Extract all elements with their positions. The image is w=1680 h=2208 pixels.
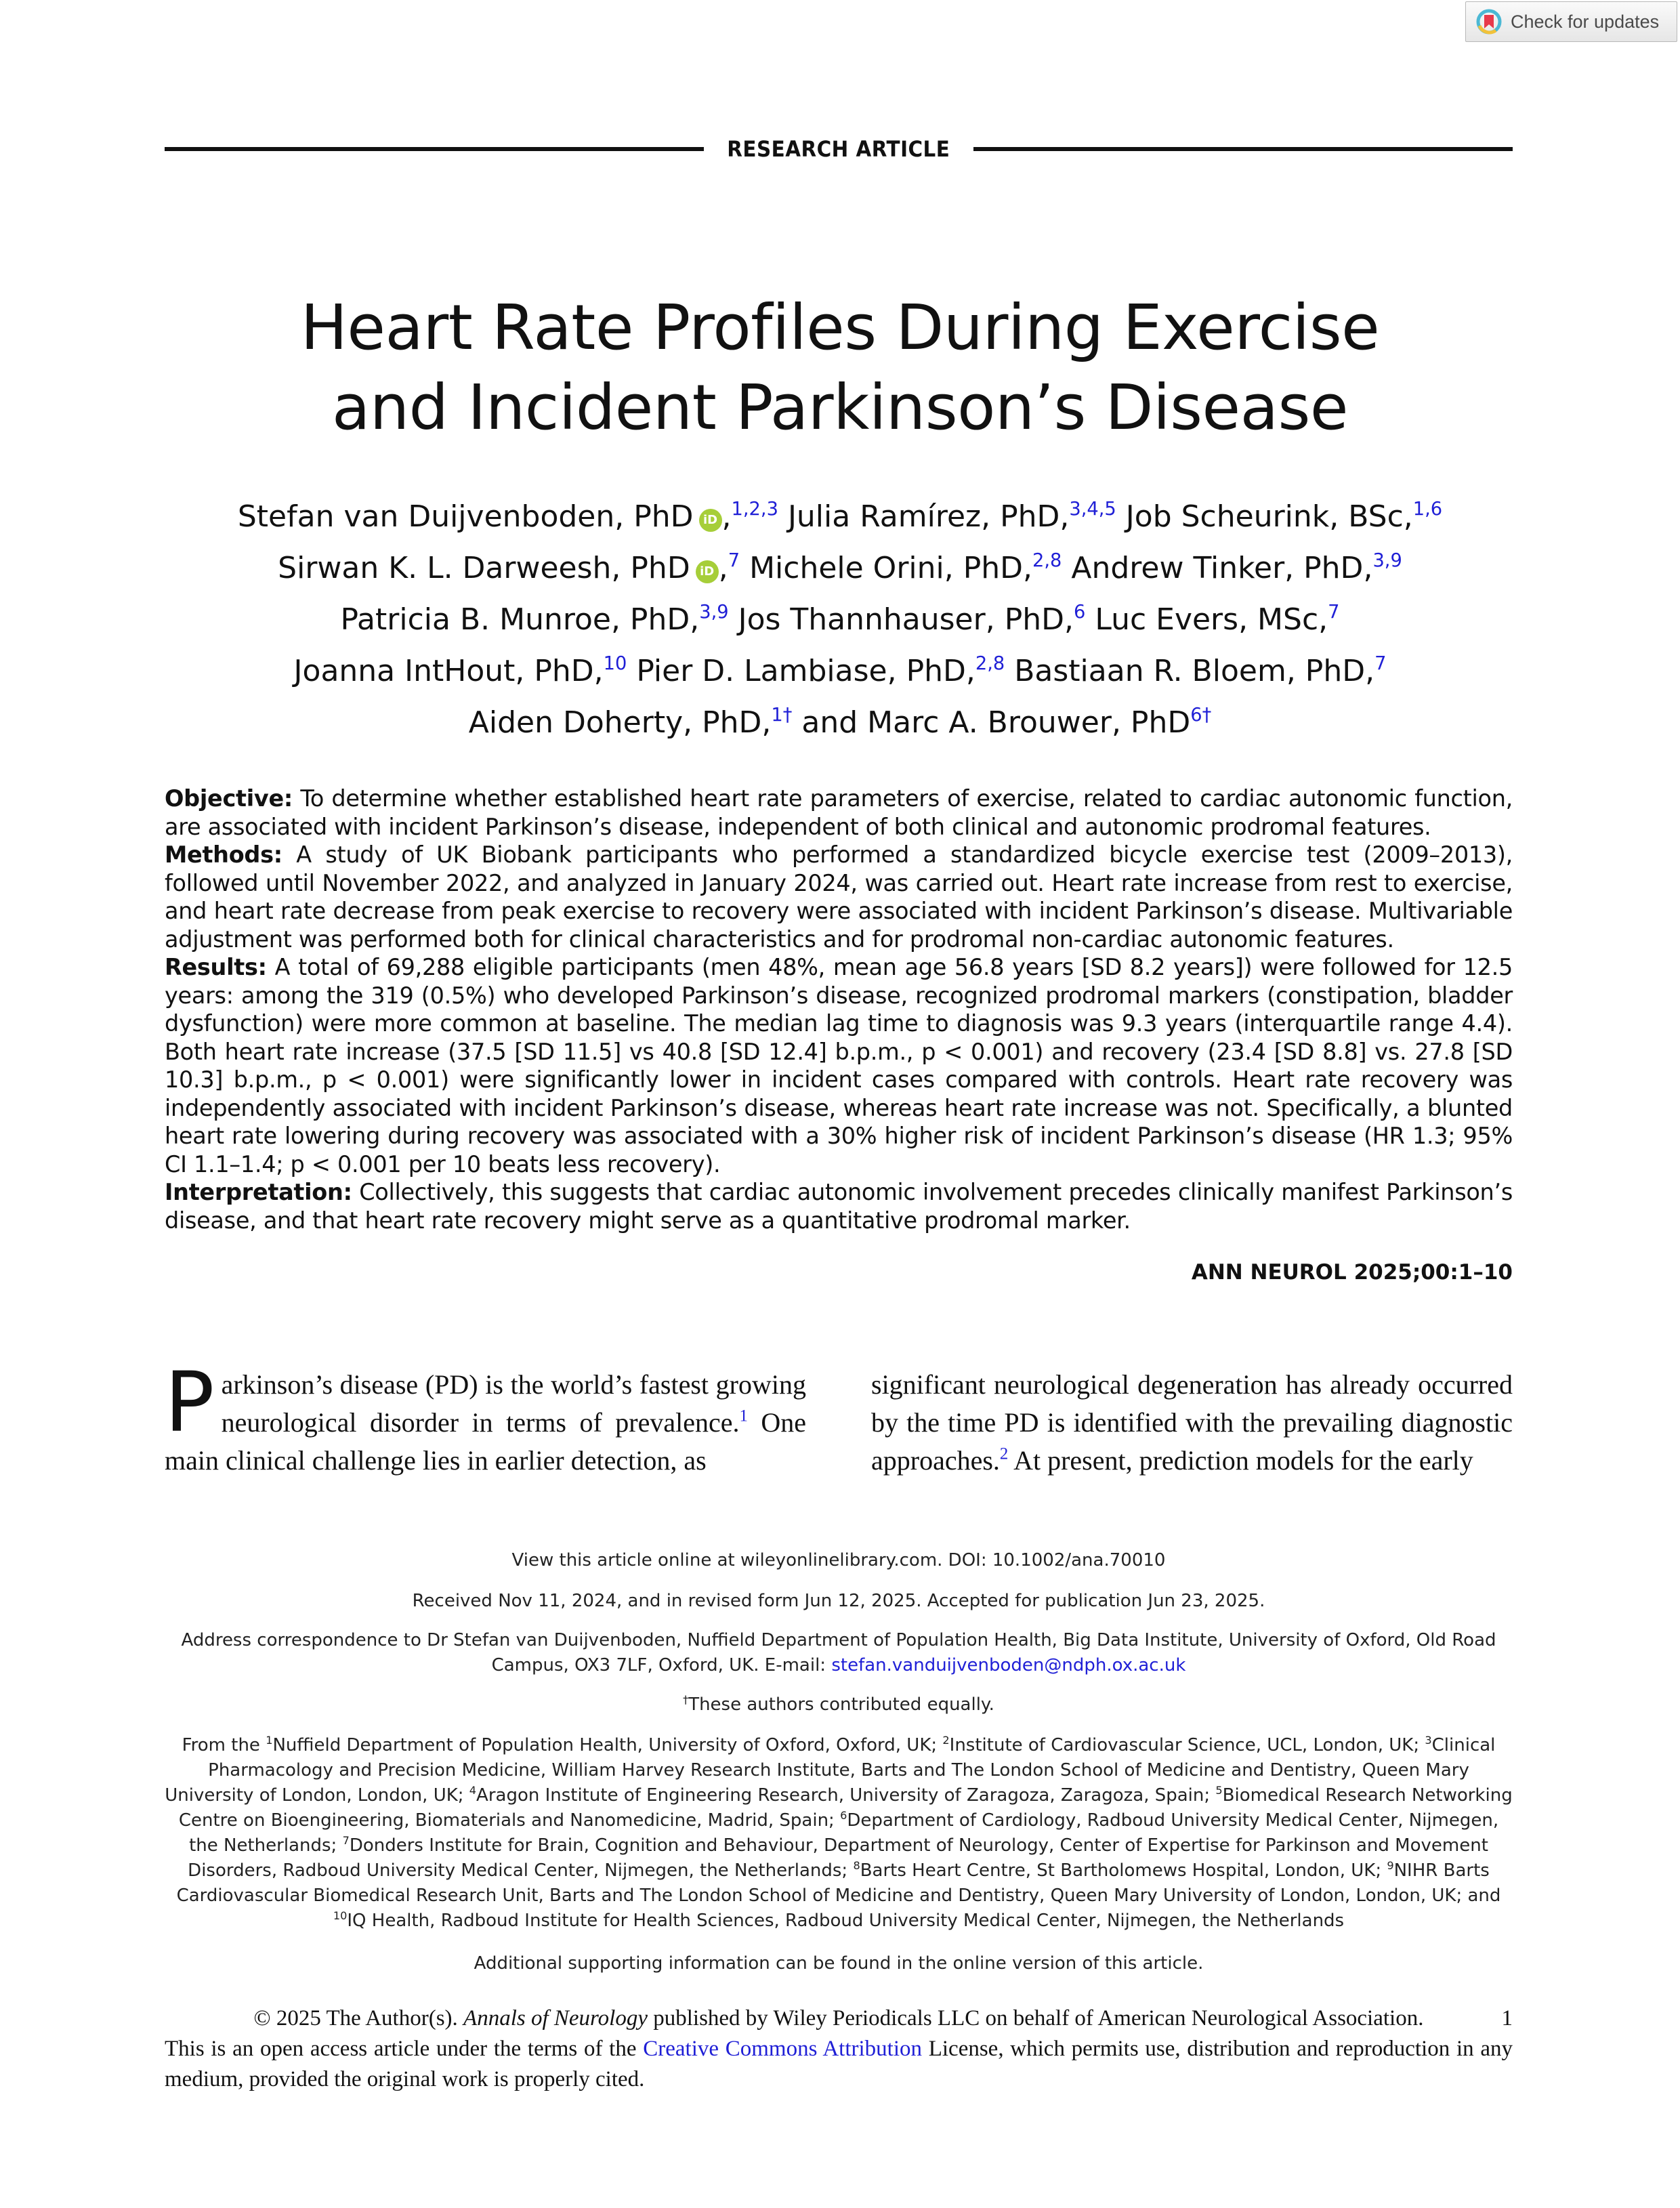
author: Luc Evers, MSc,$^7$ (1095, 602, 1340, 637)
check-for-updates-label: Check for updates (1511, 11, 1660, 32)
journal-name: Annals of Neurology (463, 2006, 648, 2030)
creative-commons-link[interactable]: Creative Commons Attribution (643, 2037, 922, 2061)
affiliation-ref[interactable]: 7 (728, 550, 740, 572)
title-line-1: Heart Rate Profiles During Exercise (300, 291, 1380, 364)
author: Andrew Tinker, PhD,$^{3,9}$ (1071, 550, 1402, 585)
equal-contribution-note: †These authors contributed equally. (683, 1693, 994, 1715)
abstract (165, 785, 1513, 1234)
license-statement: This is an open access article under the terms of the Creative Commons Attribution License, which permits use, distribution and reproduction in any medium, provided the original work is properly cited. (165, 2037, 1513, 2091)
author: Bastiaan R. Bloem, PhD,$^7$ (1014, 653, 1387, 688)
affiliation-ref[interactable]: 2,8 (975, 653, 1005, 675)
affiliation-ref[interactable]: 7 (1374, 653, 1387, 675)
author: Pier D. Lambiase, PhD,$^{2,8}$ (636, 653, 1005, 688)
copyright-line: © 2025 The Author(s). Annals of Neurology published by Wiley Periodicals LLC on behalf of American Neurological Association. 1 (165, 2003, 1513, 2034)
supporting-info-note: Additional supporting information can be found in the online version of this article. (474, 1953, 1204, 1974)
affiliation-ref[interactable]: 1† (771, 705, 793, 726)
author: Sirwan K. L. Darweesh, PhD iD ,$^7$ (278, 550, 740, 585)
author: Julia Ramírez, PhD,$^{3,4,5}$ (787, 499, 1116, 534)
section-header (165, 133, 1513, 165)
orcid-icon[interactable]: iD (699, 509, 722, 532)
author: Joanna IntHout, PhD,$^{10}$ (293, 653, 627, 688)
body-text (165, 1354, 1513, 1480)
page-number: 1 (1501, 2006, 1513, 2030)
orcid-icon[interactable]: iD (696, 560, 719, 583)
author: Michele Orini, PhD,$^{2,8}$ (749, 550, 1062, 585)
header-rule-right (973, 147, 1513, 151)
online-doi-note: View this article online at wileyonlinelibrary.com. DOI: 10.1002/ana.70010 (511, 1550, 1166, 1570)
author-list (163, 491, 1517, 749)
affiliation-ref[interactable]: 1,2,3 (731, 499, 778, 520)
body-column-left: Parkinson’s disease (PD) is the world’s fastest growing neurological disorder in terms of prevalence.$^1$ One main clinical challenge lies in earlier detection, as (165, 1354, 807, 1476)
affiliation-ref[interactable]: 6† (1190, 705, 1212, 726)
page-footer (165, 2003, 1513, 2095)
affiliation-ref[interactable]: 3,9 (699, 602, 729, 623)
results-label: Results: (165, 954, 267, 980)
author: Patricia B. Munroe, PhD,$^{3,9}$ (340, 602, 729, 637)
author: Aiden Doherty, PhD,$^{1\dagger}$ (468, 705, 793, 740)
affiliation-ref[interactable]: 3,9 (1372, 550, 1402, 572)
article-type-label: RESEARCH ARTICLE (727, 136, 950, 162)
methods-label: Methods: (165, 841, 282, 868)
affiliation-ref[interactable]: 6 (1073, 602, 1086, 623)
received-dates: Received Nov 11, 2024, and in revised form Jun 12, 2025. Accepted for publication Jun 23, 2025. (412, 1591, 1265, 1611)
affiliation-ref[interactable]: 7 (1328, 602, 1340, 623)
author: Stefan van Duijvenboden, PhD iD ,$^{1,2,3}$ (237, 499, 778, 534)
affiliations: From the $^1$Nuffield Department of Population Health, University of Oxford, Oxford, UK; $^2$Institute of Cardiovascular Science, UCL, London, UK; $^3$Clinical Pharmacology and Precision Medicine, William Harvey Research Institute, Barts and The London School of Medicine and Dentistry, Queen Mary University of London, London, UK; $^4$Aragon Institute of Engineering Research, University of Zaragoza, Zaragoza, Spain; $^5$Biomedical Research Networking Centre on Bioengineering, Biomaterials and Nanomedicine, Madrid, Spain; $^6$Department of Cardiology, Radboud University Medical Center, Nijmegen, the Netherlands; $^7$Donders Institute for Brain, Cognition and Behaviour, Department of Neurology, Center of Expertise for Parkinson and Movement Disorders, Radboud University Medical Center, Nijmegen, the Netherlands; $^8$Barts Heart Centre, St Bartholomews Hospital, London, UK; $^9$NIHR Barts Cardiovascular Biomedical Research Unit, Barts and The London School of Medicine and Dentistry, Queen Mary University of London, London, UK; and $^{10}$IQ Health, Radboud Institute for Health Sciences, Radboud University Medical Center, Nijmegen, the Netherlands (165, 1734, 1513, 1931)
objective-label: Objective: (165, 785, 293, 812)
affiliation-ref[interactable]: 10 (603, 653, 627, 675)
reference-link[interactable]: 1 (739, 1407, 748, 1425)
reference-link[interactable]: 2 (999, 1444, 1009, 1463)
abstract-methods: Methods: A study of UK Biobank participants who performed a standardized bicycle exercise test (2009–2013), followed until November 2022, and analyzed in January 2024, was carried out. Heart rate increase from rest to exercise, and heart rate decrease from peak exercise to recovery were associated with incident Parkinson’s disease. Multivariable adjustment was performed both for clinical characteristics and for prodromal non-cardiac autonomic features. (165, 841, 1513, 953)
bookmark-ring-icon (1475, 8, 1503, 35)
title-line-2: and Incident Parkinson’s Disease (331, 371, 1349, 444)
correspondence-email-link[interactable]: stefan.vanduijvenboden@ndph.ox.ac.uk (831, 1655, 1186, 1675)
abstract-interpretation: Interpretation: Collectively, this suggests that cardiac autonomic involvement precedes clinically manifest Parkinson’s disease, and that heart rate recovery might serve as a quantitative prodromal marker. (165, 1179, 1513, 1234)
journal-citation: ANN NEUROL 2025;00:1–10 (1191, 1260, 1513, 1285)
correspondence: Address correspondence to Dr Stefan van Duijvenboden, Nuffield Department of Population Health, Big Data Institute, University of Oxford, Old Road Campus, OX3 7LF, Oxford, UK. E-mail: stefan.vanduijvenboden@ndph.ox.ac.uk (181, 1630, 1496, 1675)
author: Job Scheurink, BSc,$^{1,6}$ (1125, 499, 1443, 534)
interpretation-label: Interpretation: (165, 1179, 352, 1205)
abstract-results: Results: A total of 69,288 eligible participants (men 48%, mean age 56.8 years [SD 8.2 years]) were followed for 12.5 years: among the 319 (0.5%) who developed Parkinson’s disease, recognized prodromal markers (constipation, bladder dysfunction) were more common at baseline. The median lag time to diagnosis was 9.3 years (interquartile range 4.4). Both heart rate increase (37.5 [SD 11.5] vs 40.8 [SD 12.4] b.p.m., p < 0.001) and recovery (23.4 [SD 8.8] vs. 27.8 [SD 10.3] b.p.m., p < 0.001) were significantly lower in incident cases compared with controls. Heart rate recovery was independently associated with incident Parkinson’s disease, whereas heart rate increase was not. Specifically, a blunted heart rate lowering during recovery was associated with a 30% higher risk of incident Parkinson’s disease (HR 1.3; 95% CI 1.1–1.4; p < 0.001 per 10 beats less recovery). (165, 954, 1513, 1178)
author: Jos Thannhauser, PhD,$^6$ (738, 602, 1086, 637)
article-title (163, 288, 1517, 448)
check-for-updates-button[interactable] (1465, 1, 1677, 42)
body-column-right: significant neurological degeneration has already occurred by the time PD is identified with the prevailing diagnostic approaches.$^2$ At present, prediction models for the early (871, 1369, 1513, 1476)
affiliation-ref[interactable]: 2,8 (1032, 550, 1062, 572)
author: and Marc A. Brouwer, PhD$^{6\dagger}$ (801, 705, 1212, 740)
header-rule-left (165, 147, 704, 151)
affiliation-ref[interactable]: 1,6 (1412, 499, 1443, 520)
abstract-objective: Objective: To determine whether established heart rate parameters of exercise, related to cardiac autonomic function, are associated with incident Parkinson’s disease, independent of both clinical and autonomic prodromal features. (165, 785, 1513, 840)
drop-cap: P (165, 1354, 215, 1451)
affiliation-ref[interactable]: 3,4,5 (1069, 499, 1116, 520)
